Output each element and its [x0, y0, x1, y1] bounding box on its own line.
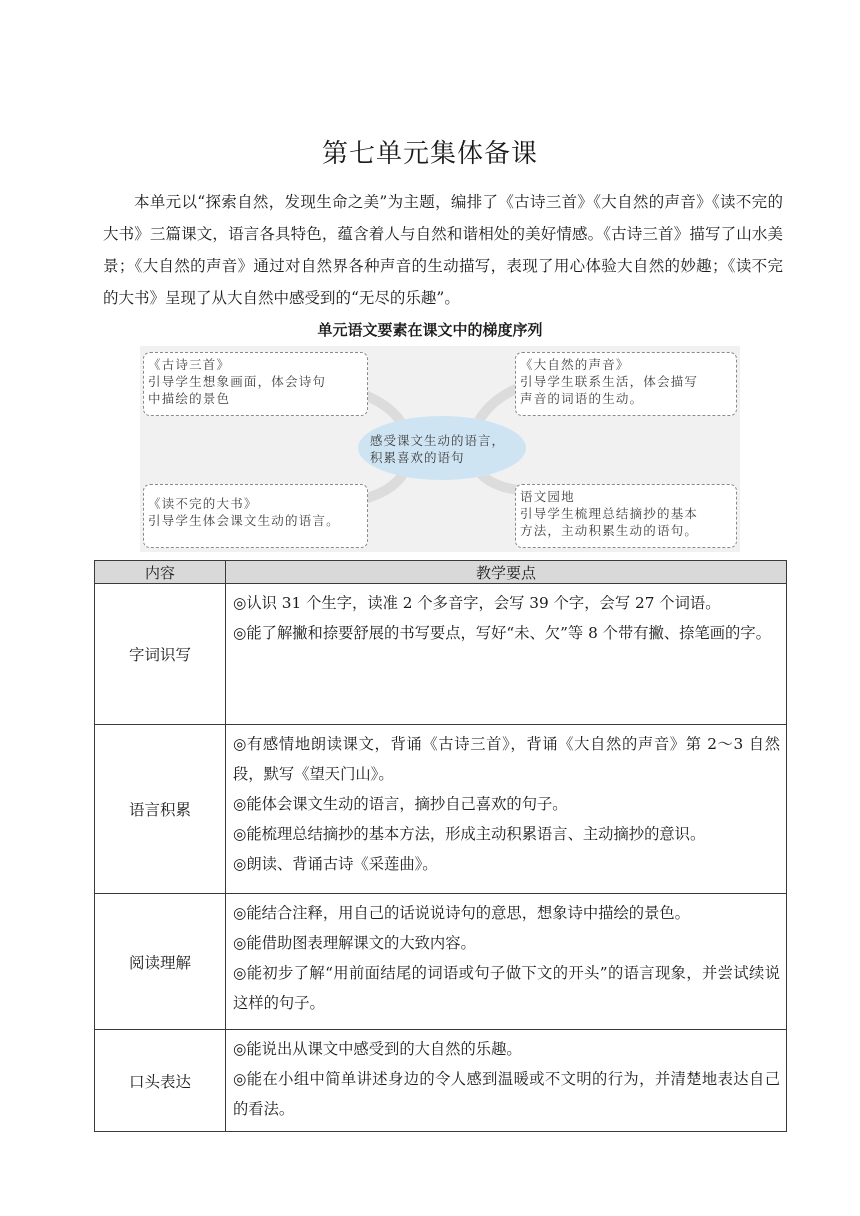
point-item: ◎朗读、背诵古诗《采莲曲》。	[233, 855, 438, 873]
header-teaching-points: 教学要点	[226, 561, 787, 584]
table-row	[95, 894, 787, 1030]
node-line: 引导学生梳理总结摘抄的基本	[520, 506, 699, 521]
node-line: 方法，主动积累生动的语句。	[520, 523, 699, 538]
row-category: 字词识写	[95, 584, 226, 725]
node-gushi-sanshou	[143, 352, 368, 416]
center-line: 积累喜欢的语句	[370, 450, 465, 465]
table-row	[95, 584, 787, 725]
node-daziran-de-shengyin	[515, 352, 737, 416]
point-item: ◎认识 31 个生字，读准 2 个多音字，会写 39 个字，会写 27 个词语。	[233, 594, 721, 612]
node-title: 《读不完的大书》	[148, 496, 258, 511]
node-line: 引导学生想象画面，体会诗句	[148, 374, 327, 389]
point-item: ◎能结合注释，用自己的话说说诗句的意思，想象诗中描绘的景色。	[233, 904, 690, 922]
node-line: 中描绘的景色	[148, 391, 231, 406]
node-line: 引导学生体会课文生动的语言。	[148, 513, 340, 528]
node-title: 《大自然的声音》	[520, 357, 630, 372]
node-du-buwan-de-dashu	[143, 484, 368, 548]
row-category: 口头表达	[95, 1030, 226, 1132]
node-yuwen-yuandi	[515, 484, 737, 548]
node-title: 语文园地	[520, 489, 575, 504]
center-node	[358, 416, 526, 480]
point-item: ◎能梳理总结摘抄的基本方法，形成主动积累语言、主动摘抄的意识。	[233, 825, 706, 843]
row-points	[226, 894, 787, 1030]
node-title: 《古诗三首》	[148, 357, 231, 372]
node-line: 声音的词语的生动。	[520, 391, 644, 406]
row-points	[226, 1030, 787, 1132]
center-line: 感受课文生动的语言，	[370, 433, 506, 448]
intro-paragraph	[103, 186, 783, 314]
table-header-row	[95, 561, 787, 584]
point-item: ◎能借助图表理解课文的大致内容。	[233, 934, 476, 952]
table-row	[95, 1030, 787, 1132]
row-category: 语言积累	[95, 725, 226, 894]
point-item: ◎能说出从课文中感受到的大自然的乐趣。	[233, 1040, 522, 1058]
point-item: ◎能了解撇和捺要舒展的书写要点，写好“未、欠”等 8 个带有撇、捺笔画的字。	[233, 624, 771, 642]
table-row	[95, 725, 787, 894]
intro-text: 本单元以“探索自然，发现生命之美”为主题，编排了《古诗三首》《大自然的声音》《读不完的大书》三篇课文，语言各具特色，蕴含着人与自然和谐相处的美好情感。《古诗三首》描写了山水美景；《大自然的声音》通过对自然界各种声音的生动描写，表现了用心体验大自然的妙趣；《读不完的大书》呈现了从大自然中感受到的“无尽的乐趣”。	[103, 193, 783, 307]
point-item: ◎能体会课文生动的语言，摘抄自己喜欢的句子。	[233, 795, 568, 813]
page-title: 第七单元集体备课	[321, 139, 538, 169]
diagram-title: 单元语文要素在课文中的梯度序列	[317, 321, 543, 339]
row-category: 阅读理解	[95, 894, 226, 1030]
teaching-points-table	[94, 560, 787, 1132]
header-content: 内容	[95, 561, 226, 584]
row-points	[226, 584, 787, 725]
point-item: ◎能在小组中简单讲述身边的令人感到温暖或不文明的行为，并清楚地表达自己的看法。	[233, 1070, 780, 1118]
point-item: ◎有感情地朗读课文，背诵《古诗三首》，背诵《大自然的声音》第 2～3 自然段，默写《望天门山》。	[233, 735, 780, 783]
point-item: ◎能初步了解“用前面结尾的词语或句子做下文的开头”的语言现象，并尝试续说这样的句子。	[233, 964, 780, 1012]
mind-map-diagram	[140, 346, 740, 552]
row-points	[226, 725, 787, 894]
node-line: 引导学生联系生活，体会描写	[520, 374, 699, 389]
